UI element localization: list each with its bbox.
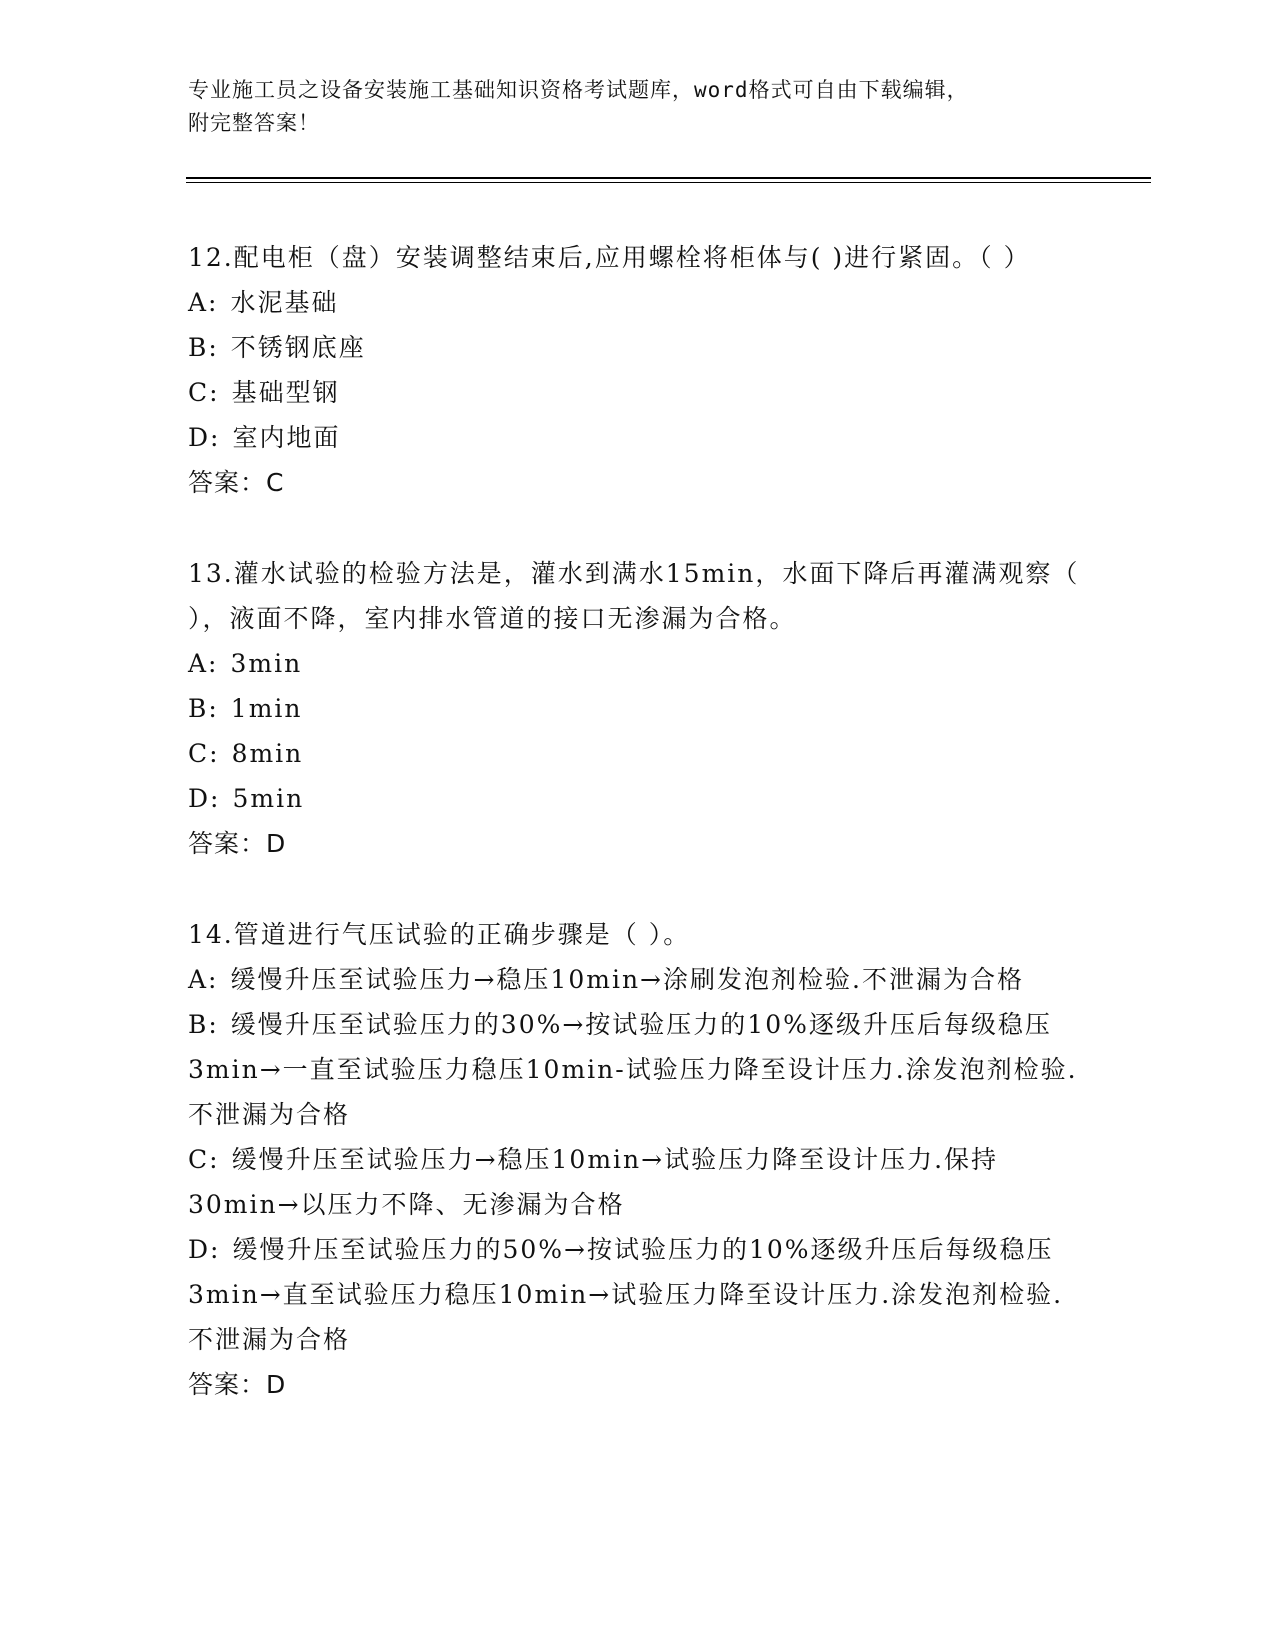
option-text: 缓慢升压至试验压力→稳压10min→涂刷发泡剂检验.不泄漏为合格 [230,965,1024,994]
option-text: 缓慢升压至试验压力的50%→按试验压力的10%逐级升压后每级稳压3min→直至试验压力稳压10min→试验压力降至设计压力.涂发泡剂检验.不泄漏为合格 [188,1235,1064,1354]
option-b [188,686,1088,731]
document-header [188,74,1068,140]
question-number: 12. [188,243,234,272]
option-text: 缓慢升压至试验压力的30%→按试验压力的10%逐级升压后每级稳压3min→一直至试验压力稳压10min-试验压力降至设计压力.涂发泡剂检验.不泄漏为合格 [188,1010,1078,1129]
option-letter: D: [188,1235,221,1264]
option-text: 缓慢升压至试验压力→稳压10min→试验压力降至设计压力.保持30min→以压力不降、无渗漏为合格 [188,1145,999,1219]
question-13 [188,551,1088,866]
question-stem [188,551,1088,641]
option-a [188,280,1088,325]
question-list [188,235,1088,1453]
option-text: 水泥基础 [230,288,339,317]
option-letter: B: [188,694,219,723]
question-14 [188,912,1088,1407]
question-stem [188,235,1088,280]
option-letter: A: [188,649,219,678]
question-text: 灌水试验的检验方法是，灌水到满水15min，水面下降后再灌满观察（ ），液面不降，室内排水管道的接口无渗漏为合格。 [188,559,1080,633]
answer-line [188,1362,1088,1407]
option-text: 8min [231,739,304,768]
answer-value: D [266,1370,287,1399]
option-d [188,776,1088,821]
answer-line [188,460,1088,505]
option-b [188,1002,1088,1137]
answer-value: D [266,829,287,858]
question-number: 13. [188,559,234,588]
option-letter: D: [188,423,221,452]
option-d [188,1227,1088,1362]
option-text: 1min [230,694,303,723]
option-text: 3min [230,649,303,678]
answer-line [188,821,1088,866]
option-letter: A: [188,965,219,994]
option-letter: B: [188,333,219,362]
option-letter: C: [188,739,220,768]
question-number: 14. [188,920,234,949]
option-letter: B: [188,1010,219,1039]
header-line-1: 专业施工员之设备安装施工基础知识资格考试题库，word格式可自由下载编辑， [188,78,969,102]
option-b [188,325,1088,370]
question-12 [188,235,1088,505]
header-line-2: 附完整答案！ [188,111,320,135]
option-text: 不锈钢底座 [230,333,366,362]
option-c [188,1137,1088,1227]
option-text: 室内地面 [232,423,341,452]
option-c [188,370,1088,415]
question-text: 管道进行气压试验的正确步骤是（ ）。 [233,920,691,949]
option-text: 基础型钢 [231,378,340,407]
option-letter: C: [188,378,220,407]
answer-label: 答案： [188,829,267,858]
option-letter: C: [188,1145,220,1174]
header-divider [186,177,1151,183]
answer-value: C [266,468,285,497]
answer-label: 答案： [188,468,267,497]
question-stem [188,912,1088,957]
option-c [188,731,1088,776]
question-text: 配电柜（盘）安装调整结束后,应用螺栓将柜体与( )进行紧固。（ ） [233,243,1031,272]
option-letter: A: [188,288,219,317]
option-text: 5min [232,784,305,813]
option-d [188,415,1088,460]
answer-label: 答案： [188,1370,267,1399]
option-a [188,641,1088,686]
option-letter: D: [188,784,221,813]
option-a [188,957,1088,1002]
